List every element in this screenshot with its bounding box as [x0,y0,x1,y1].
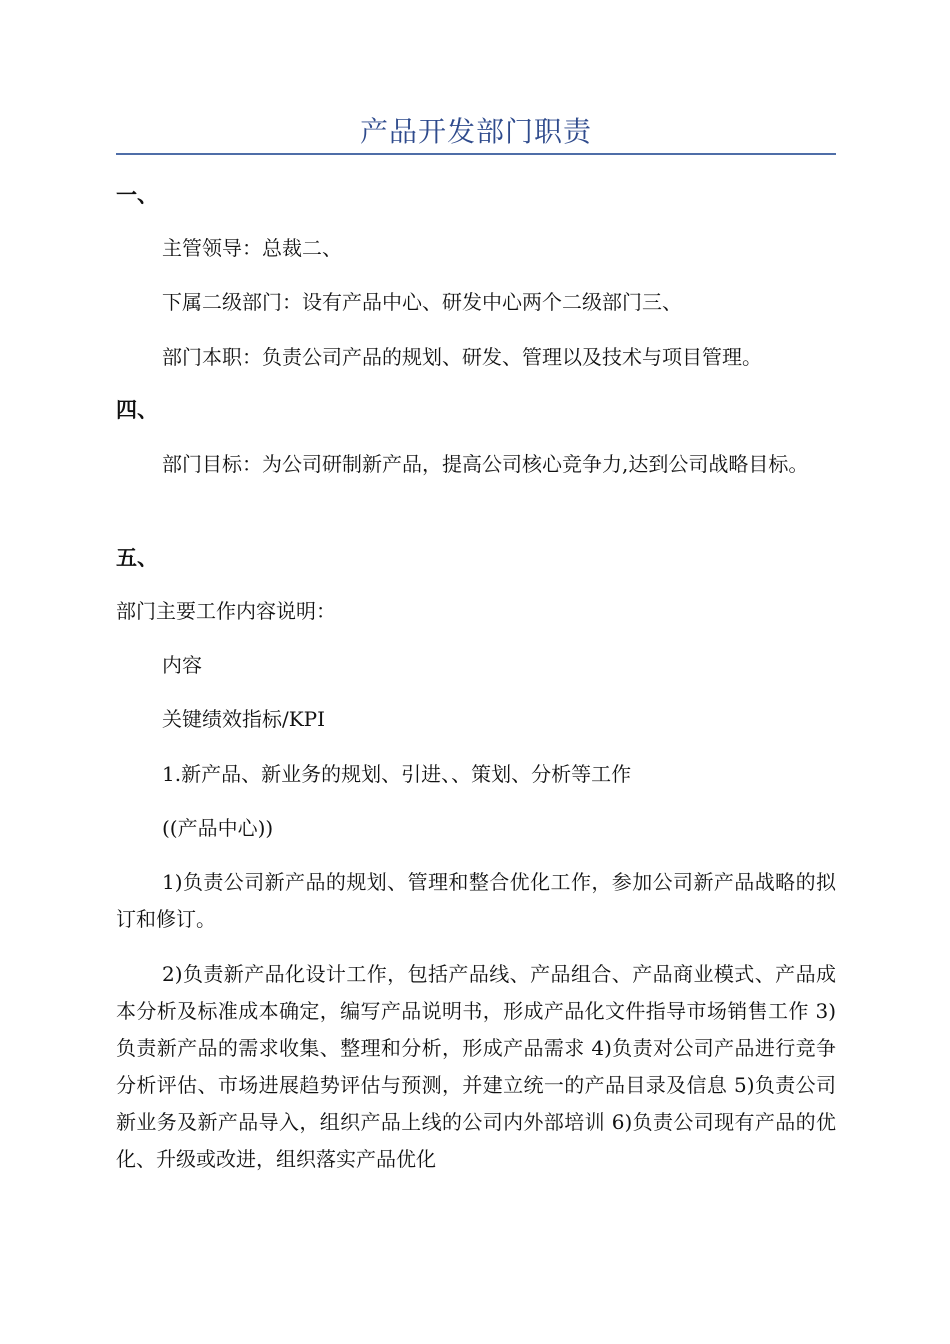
paragraph-product-center: ((产品中心)) [162,816,274,840]
paragraph-item-1: 1.新产品、新业务的规划、引进、、策划、分析等工作 [162,762,632,786]
title-underline [116,153,836,155]
document-title: 产品开发部门职责 [359,115,592,148]
section-heading-5: 五、 [116,545,158,570]
paragraph-goal: 部门目标：为公司研制新产品，提高公司核心竞争力,达到公司战略目标。 [162,452,809,476]
paragraph-content-label: 内容 [162,653,202,677]
paragraph-sub-item-2: 2)负责新产品化设计工作，包括产品线、产品组合、产品商业模式、产品成本分析及标准成本确定，编写产品说明书，形成产品化文件指导市场销售工作 3)负责新产品的需求收集、整理和分析，形成产品需求 4)负责对公司产品进行竞争分析评估、市场进展趋势评估与预测，并建立统一的产品目录及信息 5)负责公司新业务及新产品导入，组织产品上线的公司内外部培训 6)负责公司现有产品的优化、升级或改进，组织落实产品优化 [116,962,836,1171]
section-heading-1: 一、 [116,182,158,207]
paragraph-sub-departments: 下属二级部门：设有产品中心、研发中心两个二级部门三、 [162,290,682,314]
paragraph-duty: 部门本职：负责公司产品的规划、研发、管理以及技术与项目管理。 [162,345,762,369]
paragraph-leader: 主管领导：总裁二、 [162,236,342,260]
paragraph-sub-item-1: 1)负责公司新产品的规划、管理和整合优化工作，参加公司新产品战略的拟订和修订。 [116,870,836,931]
paragraph-kpi-label: 关键绩效指标/KPI [162,707,326,731]
paragraph-work-description: 部门主要工作内容说明： [116,599,336,623]
section-heading-4: 四、 [116,397,158,422]
